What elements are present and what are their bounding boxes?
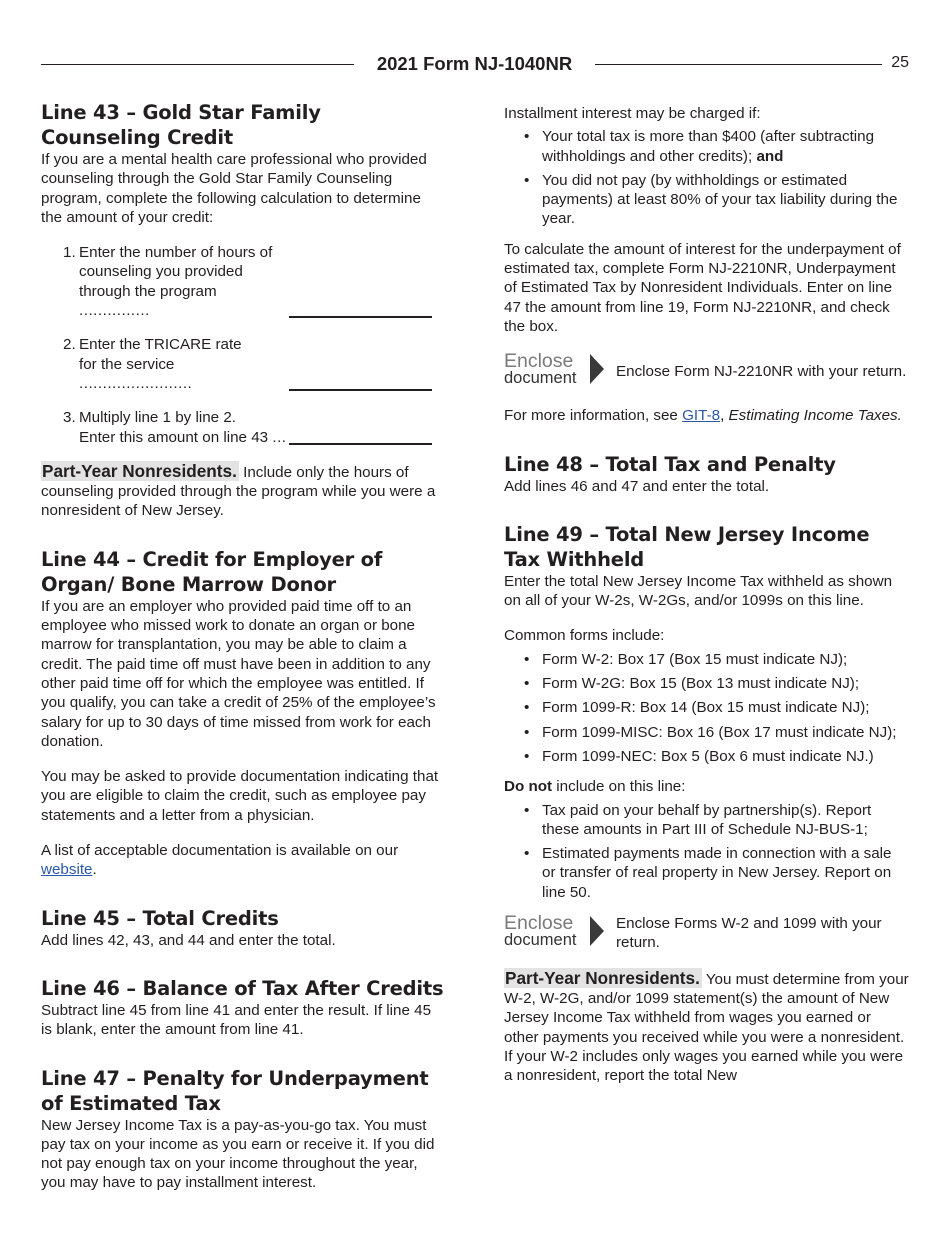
right-column — [504, 104, 909, 1085]
step-text — [79, 243, 289, 320]
form-title: 2021 Form NJ-1040NR — [376, 53, 573, 74]
installment-interest-section — [504, 104, 909, 426]
enclose-logo-word: Enclose — [504, 912, 574, 935]
line44-paragraph-2: You may be asked to provide documentation indicating that you are eligible to claim the credit, such as employee pay statements and a letter from a physician. — [41, 768, 439, 824]
line48-section — [504, 452, 909, 496]
enclose-logo-word: Enclose — [504, 350, 574, 373]
common-forms-list — [504, 650, 909, 766]
part-year-label: Part-Year Nonresidents. — [505, 967, 700, 988]
step-line: Enter this amount on line 43 — [79, 428, 269, 446]
line44-heading: Line 44 – Credit for Employer of Organ/ Bone Marrow Donor — [41, 547, 383, 596]
part-year-text: You must determine from your W-2, W-2G, and/or 1099 statement(s) the amount of New Jersey Income Tax withheld from wages you earned or other payments you received while you were a nonresident. If your W-2 includes only wages you earned while you were a nonresident, report the total New — [504, 970, 909, 1085]
do-not-include-label — [504, 777, 909, 796]
step-number: 2. — [63, 336, 76, 354]
line48-heading: Line 48 – Total Tax and Penalty — [504, 452, 836, 476]
installment-calc-text: To calculate the amount of interest for the underpayment of estimated tax, complete Form NJ-2210NR, Underpayment of Estimated Tax by Nonresident Individuals. Enter on line 47 the amount from line 19, Form NJ-2210NR, and check the box. — [504, 240, 901, 335]
list-item — [504, 127, 909, 166]
list-item-bold: and — [756, 147, 784, 165]
line48-text: Add lines 46 and 47 and enter the total. — [504, 477, 770, 495]
list-item: • Form W-2G: Box 15 (Box 13 must indicate NJ); — [504, 674, 909, 693]
enclose-document-icon — [504, 914, 616, 952]
line43-part-year — [41, 462, 446, 521]
line44-paragraph-1: If you are an employer who provided paid time off to an employee who missed work to donate an organ or bone marrow for transplantation, you may be able to claim a credit. The paid time off must have been in addition to any other paid time off for which the employee was entitled. If you qualify, you can take a credit of 25% of the employee’s salary for up to 30 days of time missed from work for each donation. — [41, 597, 436, 750]
installment-intro: Installment interest may be charged if: — [504, 105, 761, 122]
line43-intro: If you are a mental health care professional who provided counseling through the Gold Star Family Counseling program, complete the following calculation to determine the amount of your credit: — [41, 151, 427, 226]
line43-heading: Line 43 – Gold Star Family Counseling Credit — [41, 101, 321, 149]
leader-dots: ............... — [79, 302, 150, 320]
publication-title: Estimating Income Taxes. — [728, 407, 902, 425]
do-not-bold: Do not — [504, 778, 553, 796]
line47-section — [41, 1066, 446, 1193]
step-line: Enter the TRICARE rate — [79, 336, 242, 354]
list-item: • Estimated payments made in connection with a sale or transfer of real property in New Jersey. Report on line 50. — [504, 844, 909, 902]
line44-paragraph-3 — [41, 841, 446, 880]
more-info — [504, 406, 909, 425]
line44-section — [41, 547, 446, 880]
step-line: counseling you provided — [79, 263, 243, 281]
enclose-notice-1 — [504, 352, 909, 390]
list-item — [504, 171, 909, 229]
line43-section — [41, 100, 446, 521]
list-item: • Form 1099-MISC: Box 16 (Box 17 must indicate NJ); — [504, 723, 909, 742]
exclusions-list — [504, 801, 909, 902]
part-year-label: Part-Year Nonresidents. — [42, 460, 237, 481]
step-line: Enter the number of hours of — [79, 244, 273, 262]
list-item: • Form W-2: Box 17 (Box 15 must indicate NJ); — [504, 650, 909, 669]
calc-step-1 — [63, 243, 446, 320]
website-link[interactable]: website — [41, 861, 93, 879]
enclose-notice-2 — [504, 914, 909, 953]
line47-text: New Jersey Income Tax is a pay-as-you-go tax. You must pay tax on your income as you earn or receive it. If you did not pay enough tax on your income throughout the year, you may have to pay installment interest. — [41, 1116, 435, 1192]
line46-text: Subtract line 45 from line 41 and enter the result. If line 45 is blank, enter the amount from line 41. — [41, 1001, 432, 1039]
line45-heading: Line 45 – Total Credits — [41, 906, 279, 930]
step-line: for the service — [79, 355, 175, 373]
step-number: 1. — [63, 244, 76, 262]
do-not-text: include on this line: — [552, 778, 686, 796]
git-8-link[interactable]: GIT-8 — [682, 407, 721, 425]
list-item: • Form 1099-NEC: Box 5 (Box 6 must indicate NJ.) — [504, 747, 909, 766]
step-text — [79, 335, 289, 393]
header-rule-right — [595, 64, 882, 65]
document-logo-word: document — [504, 931, 577, 950]
calc-step-2 — [63, 335, 446, 393]
line45-section — [41, 906, 446, 950]
line49-section — [504, 522, 909, 1086]
installment-conditions — [504, 127, 909, 228]
more-info-prefix: For more information, see — [504, 407, 683, 425]
list-item: • Form 1099-R: Box 14 (Box 15 must indicate NJ); — [504, 698, 909, 717]
step-line: Multiply line 1 by line 2. — [79, 409, 237, 427]
part-year-text: Include only the hours of counseling provided through the program while you were a nonresident of New Jersey. — [41, 463, 436, 520]
line46-section — [41, 976, 446, 1040]
line49-heading: Line 49 – Total New Jersey Income Tax Withheld — [504, 522, 870, 571]
leader-dots: ... — [272, 428, 287, 446]
step-line: through the program — [79, 282, 217, 300]
step-1-entry-line[interactable] — [289, 302, 432, 318]
common-forms-label: Common forms include: — [504, 627, 665, 645]
document-logo-word: document — [504, 369, 577, 388]
step-3-entry-line[interactable] — [289, 429, 432, 445]
calc-step-3 — [63, 408, 446, 447]
arrow-icon — [590, 916, 604, 946]
enclose-document-icon — [504, 352, 616, 390]
leader-dots: ........................ — [79, 374, 193, 392]
header-rule-left — [41, 64, 354, 65]
step-2-entry-line[interactable] — [289, 375, 432, 391]
enclose-text: Enclose Forms W-2 and 1099 with your return. — [616, 915, 882, 952]
list-item: • Tax paid on your behalf by partnership(s). Report these amounts in Part III of Schedule NJ-BUS-1; — [504, 801, 909, 840]
paragraph-text: A list of acceptable documentation is available on our — [41, 842, 399, 860]
line49-text: Enter the total New Jersey Income Tax withheld as shown on all of your W-2s, W-2Gs, and/or 1099s on this line. — [504, 572, 893, 610]
page-number: 25 — [891, 54, 909, 71]
arrow-icon — [590, 354, 604, 384]
page-header — [41, 52, 909, 78]
left-column — [41, 100, 446, 1193]
list-item-text: You did not pay (by withholdings or estimated payments) at least 80% of your tax liability during the year. — [542, 171, 898, 228]
line49-part-year — [504, 969, 909, 1086]
more-info-separator: , — [720, 407, 729, 425]
list-item-text: Your total tax is more than $400 (after subtracting withholdings and other credits); — [542, 128, 875, 165]
calculation-worksheet — [63, 243, 446, 447]
line45-text: Add lines 42, 43, and 44 and enter the total. — [41, 931, 336, 949]
line46-heading: Line 46 – Balance of Tax After Credits — [41, 976, 444, 1000]
paragraph-end: . — [92, 861, 97, 879]
enclose-text: Enclose Form NJ-2210NR with your return. — [616, 362, 907, 380]
step-text — [79, 408, 289, 447]
step-number: 3. — [63, 409, 76, 427]
line47-heading: Line 47 – Penalty for Underpayment of Estimated Tax — [41, 1066, 429, 1115]
